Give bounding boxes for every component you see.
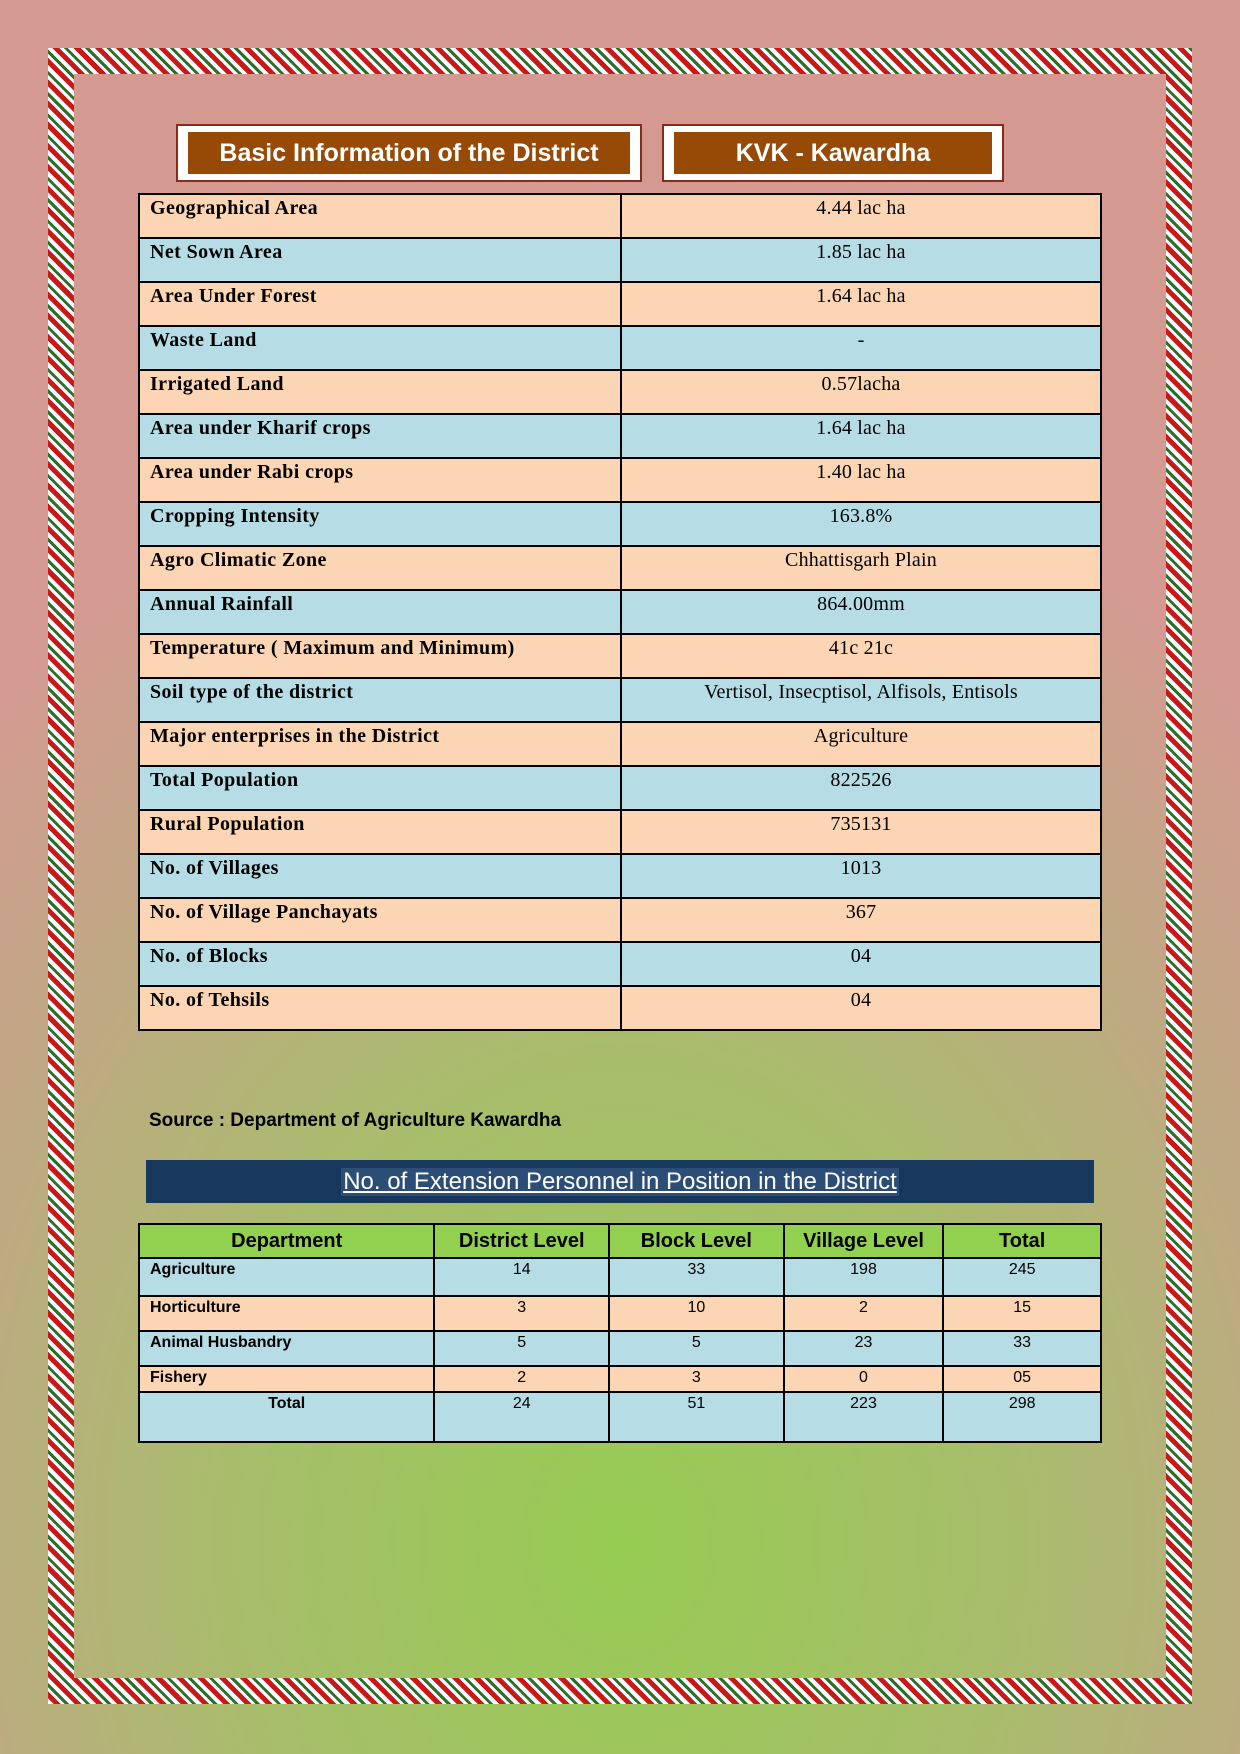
info-value: Vertisol, Insecptisol, Alfisols, Entisols bbox=[621, 678, 1101, 722]
info-label: Annual Rainfall bbox=[139, 590, 621, 634]
department-cell: Agriculture bbox=[139, 1258, 434, 1296]
info-row bbox=[139, 854, 1101, 898]
department-cell: Total bbox=[139, 1392, 434, 1442]
info-row bbox=[139, 370, 1101, 414]
info-row bbox=[139, 722, 1101, 766]
kvk-title: KVK - Kawardha bbox=[674, 132, 992, 174]
header-total: Total bbox=[943, 1224, 1101, 1258]
info-label: Agro Climatic Zone bbox=[139, 546, 621, 590]
info-value: 41c 21c bbox=[621, 634, 1101, 678]
info-value: 4.44 lac ha bbox=[621, 194, 1101, 238]
extension-title-banner bbox=[146, 1160, 1094, 1203]
info-label: Rural Population bbox=[139, 810, 621, 854]
info-value: 1.64 lac ha bbox=[621, 282, 1101, 326]
source-note: Source : Department of Agriculture Kawardha bbox=[149, 1110, 562, 1131]
kvk-title-box bbox=[662, 124, 1004, 182]
info-row bbox=[139, 942, 1101, 986]
block-level-cell: 10 bbox=[609, 1296, 784, 1331]
department-cell: Fishery bbox=[139, 1366, 434, 1392]
info-value: 04 bbox=[621, 986, 1101, 1030]
department-cell: Animal Husbandry bbox=[139, 1331, 434, 1366]
extension-personnel-table bbox=[138, 1223, 1102, 1443]
info-value: Chhattisgarh Plain bbox=[621, 546, 1101, 590]
info-label: Cropping Intensity bbox=[139, 502, 621, 546]
total-cell: 33 bbox=[943, 1331, 1101, 1366]
info-row bbox=[139, 678, 1101, 722]
info-label: No. of Blocks bbox=[139, 942, 621, 986]
extension-row bbox=[139, 1392, 1101, 1442]
info-value: 864.00mm bbox=[621, 590, 1101, 634]
info-row bbox=[139, 590, 1101, 634]
header-village-level: Village Level bbox=[784, 1224, 944, 1258]
total-cell: 298 bbox=[943, 1392, 1101, 1442]
info-row bbox=[139, 458, 1101, 502]
village-level-cell: 223 bbox=[784, 1392, 944, 1442]
info-value: 1013 bbox=[621, 854, 1101, 898]
extension-row bbox=[139, 1366, 1101, 1392]
info-label: Area under Kharif crops bbox=[139, 414, 621, 458]
info-label: Area under Rabi crops bbox=[139, 458, 621, 502]
info-value: 1.85 lac ha bbox=[621, 238, 1101, 282]
district-info-title-box bbox=[176, 124, 642, 182]
info-row bbox=[139, 282, 1101, 326]
district-level-cell: 2 bbox=[434, 1366, 609, 1392]
info-value: 1.64 lac ha bbox=[621, 414, 1101, 458]
extension-row bbox=[139, 1331, 1101, 1366]
district-level-cell: 14 bbox=[434, 1258, 609, 1296]
info-value: - bbox=[621, 326, 1101, 370]
extension-title: No. of Extension Personnel in Position in the District bbox=[343, 1167, 897, 1195]
extension-row bbox=[139, 1296, 1101, 1331]
info-value: Agriculture bbox=[621, 722, 1101, 766]
department-cell: Horticulture bbox=[139, 1296, 434, 1331]
info-row bbox=[139, 194, 1101, 238]
extension-row bbox=[139, 1258, 1101, 1296]
info-label: Geographical Area bbox=[139, 194, 621, 238]
info-row bbox=[139, 414, 1101, 458]
block-level-cell: 51 bbox=[609, 1392, 784, 1442]
basic-info-table bbox=[138, 193, 1102, 1031]
village-level-cell: 23 bbox=[784, 1331, 944, 1366]
info-label: Total Population bbox=[139, 766, 621, 810]
extension-header-row bbox=[139, 1224, 1101, 1258]
info-label: Major enterprises in the District bbox=[139, 722, 621, 766]
info-row bbox=[139, 766, 1101, 810]
info-value: 163.8% bbox=[621, 502, 1101, 546]
district-level-cell: 24 bbox=[434, 1392, 609, 1442]
block-level-cell: 3 bbox=[609, 1366, 784, 1392]
info-value: 1.40 lac ha bbox=[621, 458, 1101, 502]
header-block-level: Block Level bbox=[609, 1224, 784, 1258]
total-cell: 15 bbox=[943, 1296, 1101, 1331]
info-label: No. of Village Panchayats bbox=[139, 898, 621, 942]
info-label: Waste Land bbox=[139, 326, 621, 370]
header-district-level: District Level bbox=[434, 1224, 609, 1258]
info-label: Area Under Forest bbox=[139, 282, 621, 326]
info-row bbox=[139, 238, 1101, 282]
village-level-cell: 0 bbox=[784, 1366, 944, 1392]
info-label: Net Sown Area bbox=[139, 238, 621, 282]
info-row bbox=[139, 634, 1101, 678]
total-cell: 245 bbox=[943, 1258, 1101, 1296]
village-level-cell: 198 bbox=[784, 1258, 944, 1296]
info-value: 367 bbox=[621, 898, 1101, 942]
info-row bbox=[139, 810, 1101, 854]
info-label: Soil type of the district bbox=[139, 678, 621, 722]
info-label: Irrigated Land bbox=[139, 370, 621, 414]
village-level-cell: 2 bbox=[784, 1296, 944, 1331]
block-level-cell: 5 bbox=[609, 1331, 784, 1366]
info-label: No. of Tehsils bbox=[139, 986, 621, 1030]
district-info-title: Basic Information of the District bbox=[188, 132, 630, 174]
info-value: 0.57lacha bbox=[621, 370, 1101, 414]
info-row bbox=[139, 546, 1101, 590]
info-value: 822526 bbox=[621, 766, 1101, 810]
info-row bbox=[139, 898, 1101, 942]
block-level-cell: 33 bbox=[609, 1258, 784, 1296]
header-department: Department bbox=[139, 1224, 434, 1258]
info-row bbox=[139, 326, 1101, 370]
info-row bbox=[139, 986, 1101, 1030]
info-value: 735131 bbox=[621, 810, 1101, 854]
info-value: 04 bbox=[621, 942, 1101, 986]
info-label: Temperature ( Maximum and Minimum) bbox=[139, 634, 621, 678]
info-row bbox=[139, 502, 1101, 546]
district-level-cell: 5 bbox=[434, 1331, 609, 1366]
district-level-cell: 3 bbox=[434, 1296, 609, 1331]
total-cell: 05 bbox=[943, 1366, 1101, 1392]
info-label: No. of Villages bbox=[139, 854, 621, 898]
